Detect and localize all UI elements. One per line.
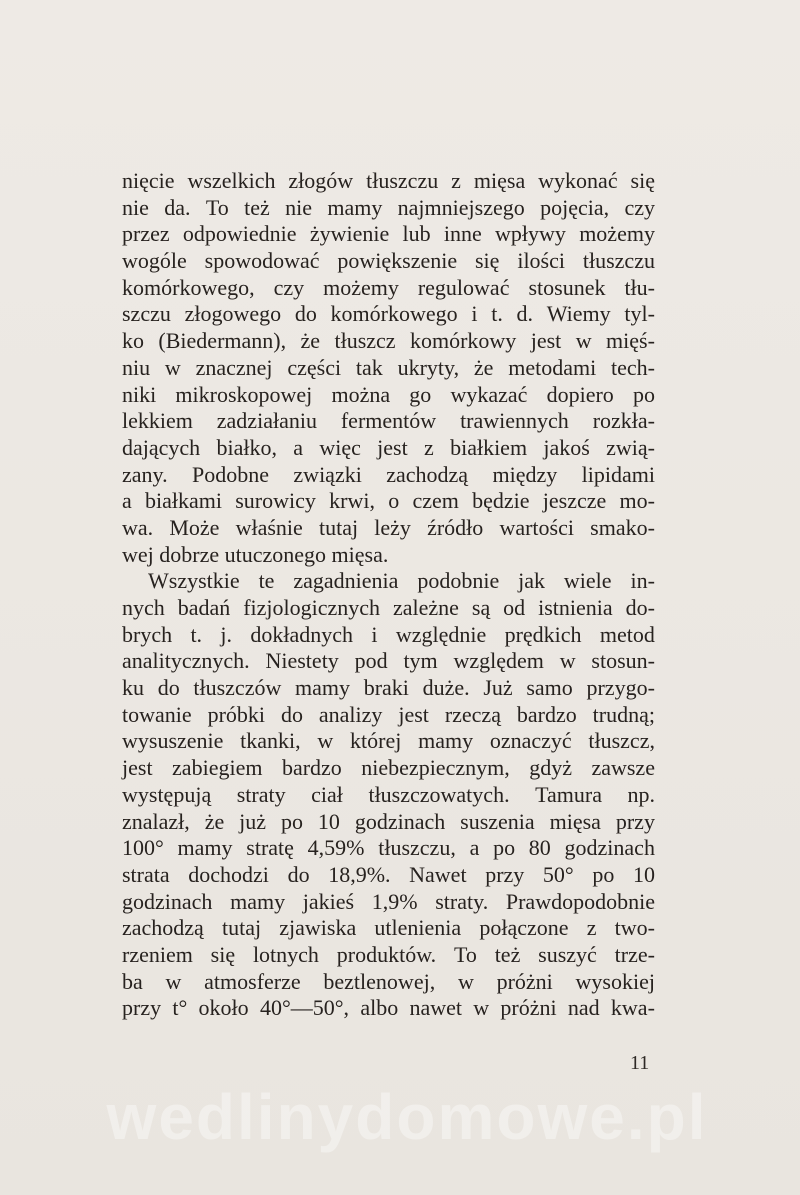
text-line: towanie próbki do analizy jest rzeczą bardzo trudną;	[122, 701, 655, 727]
text-line: zachodzą tutaj zjawiska utlenienia połączone z two-	[122, 915, 655, 941]
text-line: dających białko, a więc jest z białkiem jakoś zwią-	[122, 434, 655, 460]
text-line: występują straty ciał tłuszczowatych. Tamura np.	[122, 781, 655, 807]
body-text	[122, 168, 655, 1022]
text-line: rzeniem się lotnych produktów. To też suszyć trze-	[122, 941, 655, 967]
text-line: 100° mamy stratę 4,59% tłuszczu, a po 80 godzinach	[122, 835, 655, 861]
text-line: szczu złogowego do komórkowego i t. d. Wiemy tyl-	[122, 301, 655, 327]
text-line: wa. Może właśnie tutaj leży źródło wartości smako-	[122, 514, 655, 540]
text-line: zany. Podobne związki zachodzą między lipidami	[122, 461, 655, 487]
text-line: wysuszenie tkanki, w której mamy oznaczyć tłuszcz,	[122, 728, 655, 754]
text-line: nie da. To też nie mamy najmniejszego pojęcia, czy	[122, 194, 655, 220]
text-line: ba w atmosferze beztlenowej, w próżni wysokiej	[122, 968, 655, 994]
text-line: ko (Biedermann), że tłuszcz komórkowy jest w mięś-	[122, 328, 655, 354]
page-number: 11	[630, 1052, 650, 1074]
watermark: wedlinydomowe.pl	[106, 1081, 708, 1153]
text-line: Wszystkie te zagadnienia podobnie jak wiele in-	[148, 568, 655, 594]
text-line: znalazł, że już po 10 godzinach suszenia mięsa przy	[122, 808, 655, 834]
text-line: przy t° około 40°—50°, albo nawet w próżni nad kwa-	[122, 995, 655, 1021]
text-line: jest zabiegiem bardzo niebezpiecznym, gdyż zawsze	[122, 755, 655, 781]
text-line: godzinach mamy jakieś 1,9% straty. Prawdopodobnie	[122, 888, 655, 914]
text-line: ku do tłuszczów mamy braki duże. Już samo przygo-	[122, 675, 655, 701]
text-line: analitycznych. Niestety pod tym względem w stosun-	[122, 648, 655, 674]
text-line: a białkami surowicy krwi, o czem będzie jeszcze mo-	[122, 488, 655, 514]
text-line: wogóle spowodować powiększenie się ilości tłuszczu	[122, 248, 655, 274]
text-line: nięcie wszelkich złogów tłuszczu z mięsa wykonać się	[122, 168, 655, 193]
text-line: wej dobrze utuczonego mięsa.	[122, 541, 389, 567]
text-line: lekkiem zadziałaniu fermentów trawiennych rozkła-	[122, 408, 655, 434]
text-line: komórkowego, czy możemy regulować stosunek tłu-	[122, 274, 655, 300]
text-line: strata dochodzi do 18,9%. Nawet przy 50° po 10	[122, 861, 655, 887]
text-line: przez odpowiednie żywienie lub inne wpływy możemy	[122, 221, 655, 247]
text-line: nych badań fizjologicznych zależne są od istnienia do-	[122, 595, 655, 620]
text-line: niu w znacznej części tak ukryty, że metodami tech-	[122, 354, 655, 380]
text-line: niki mikroskopowej można go wykazać dopiero po	[122, 381, 655, 407]
text-line: brych t. j. dokładnych i względnie prędkich metod	[122, 621, 655, 647]
